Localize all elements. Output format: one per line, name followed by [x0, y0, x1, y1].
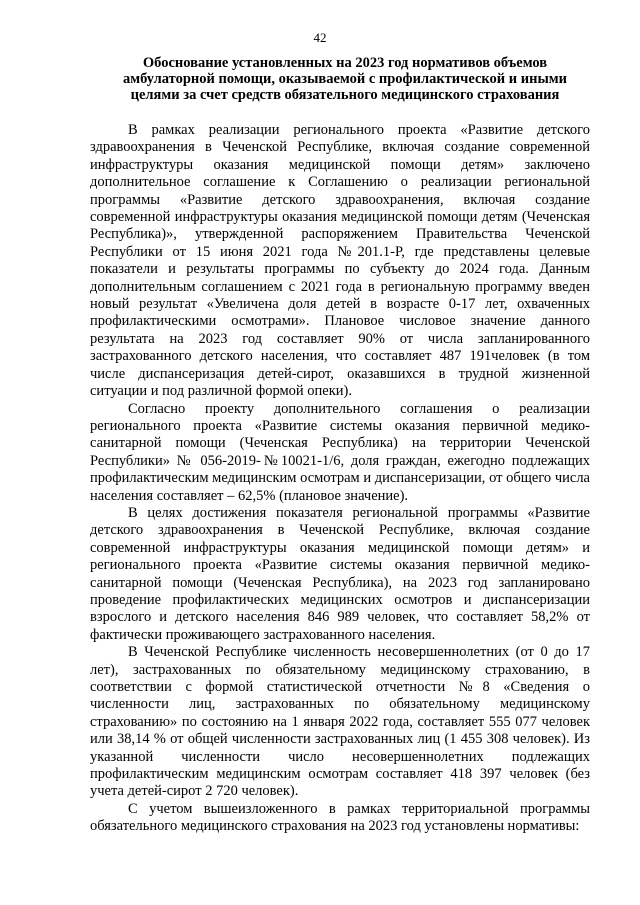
document-body — [90, 122, 590, 836]
paragraph-planned-checkups: В целях достижения показателя региональной программы «Развитие детского здравоохранения в Чеченской Республике, включая создание современной инфраструктуры оказания медицинской помощи детям» и регионального проекта «Развитие системы оказания первичной медико-санитарной помощи (Чеченская Республика), на 2023 год запланировано проведение профилактических медицинских осмотров и диспансеризации взрослого и детского населения 846 989 человек, что составляет 58,2% от фактически проживающего застрахованного населения. — [90, 504, 590, 643]
paragraph-minors-statistics: В Чеченской Республике численность несовершеннолетних (от 0 до 17 лет), застрахованных по обязательному медицинскому страхованию, в соответствии с формой статистической отчетности №8 «Сведения о численности лиц, застрахованных по обязательному медицинскому страхованию» по состоянию на 1 января 2022 года, составляет 555 077 человек или 38,14 % от общей численности застрахованных лиц (1 455 308 человек). Из указанной численности число несовершеннолетних подлежащих профилактическим медицинским осмотрам составляет 418 397 человек (без учета детей-сирот 2 720 человек). — [90, 644, 590, 800]
paragraph-primary-care-agreement: Согласно проекту дополнительного соглашения о реализации регионального проекта «Развитие системы оказания первичной медико-санитарной помощи (Чеченская Республика) на территории Чеченской Республики» № 056-2019-№10021-1/6, доля граждан, ежегодно подлежащих профилактическим медицинским осмотрам и диспансеризации, от общего числа населения составляет – 62,5% (плановое значение). — [90, 400, 590, 504]
paragraph-conclusion: С учетом вышеизложенного в рамках территориальной программы обязательного медицинского страхования на 2023 год установлены нормативы: — [90, 800, 590, 835]
page-number: 42 — [313, 30, 327, 45]
document-title: Обоснование установленных на 2023 год нормативов объемов амбулаторной помощи, оказываемой с профилактической и иными целями за счет средств обязательного медицинского страхования — [122, 55, 568, 103]
paragraph-regional-child-healthcare: В рамках реализации регионального проекта «Развитие детского здравоохранения в Чеченской Республике, включая создание современной инфраструктуры оказания медицинской помощи детям» заключено дополнительное соглашение к Соглашению о реализации региональной программы «Развитие детского здравоохранения, включая создание современной инфраструктуры оказания медицинской помощи детям (Чеченская Республика)», утвержденной распоряжением Правительства Чеченской Республики от 15 июня 2021 года №201.1-Р, где представлены целевые показатели и результаты программы по субъекту до 2024 года. Данным дополнительным соглашением с 2021 года в региональную программу введен новый результат «Увеличена доля детей в возрасте 0-17 лет, охваченных профилактическими осмотрами». Плановое числовое значение данного результата на 2023 год составляет 90% от числа запланированного застрахованного детского населения, что составляет 487 191человек (в том числе диспансеризация детей-сирот, оказавшихся в трудной жизненной ситуации и под различной формой опеки). — [90, 122, 590, 400]
